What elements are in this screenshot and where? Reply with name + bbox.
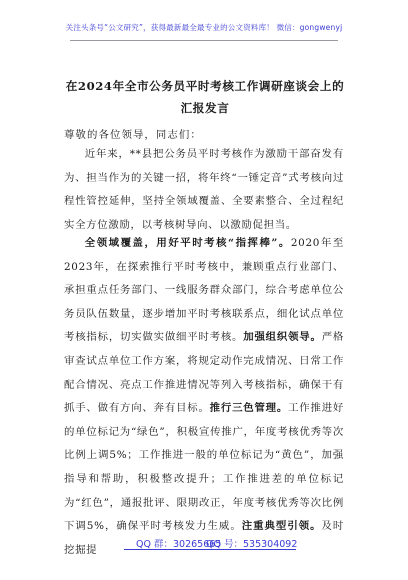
- footer-qq-number: QQ 号：535304092: [206, 539, 298, 550]
- paragraph-text: 2020年至2023年，在探索推行平时考核中，兼顾重点行业部门、承担重点任务部门、一线服务群众部门，综合考虑单位公务员队伍数量，逐步增加平时考核联系点，细化试点单位考核指标，切实做实做细平时考核。: [64, 237, 344, 344]
- heading-role-models: 注重典型引领。: [241, 520, 322, 533]
- paragraph-text: 及时挖掘提: [64, 520, 345, 556]
- document-title: 在2024年全市公务员平时考核工作调研座谈会上的汇报发言: [65, 79, 345, 115]
- salutation: 尊敬的各位领导，同志们：: [64, 129, 202, 141]
- header-banner: 关注头条号“公文研究”，获得最新最全最专业的公文资料库！ 微信：gongwenyj: [65, 23, 343, 32]
- heading-leadership: 加强组织领导。: [243, 331, 322, 344]
- paragraph-coverage: [64, 232, 344, 562]
- paragraph-text: 严格审查试点单位工作方案，将规定动作完成情况、日常工作配合情况、亮点工作推进情况等列入考核指标，确保干有抓手、做有方向、奔有目标。: [64, 331, 344, 415]
- heading-full-coverage: 全领域覆盖，用好平时考核“指挥棒”。: [84, 237, 291, 249]
- paragraph-text: 工作推进好的单位标记为“绿色”，积极宣传推广，年度考核优秀等次比例上调5%；工作推进一般的单位标记为“黄色”，加强指导和帮助，积极整改提升；工作推进差的单位标记为“红色”，通报批评、限期改正，年度考核优秀等次比例下调5%，确保平时考核发力生威。: [64, 402, 344, 533]
- header-divider: [70, 40, 338, 41]
- heading-three-color: 推行三色管理。: [209, 402, 289, 415]
- footer-qq-group: QQ 群：30265665: [136, 539, 222, 550]
- footer-underline: [124, 549, 296, 550]
- paragraph-intro: 近年来，**县把公务员平时考核作为激励干部奋发有为、担当作为的关键一招，将年终“一锤定音”式考核向过程性管控延伸，坚持全领域覆盖、全要素整合、全过程纪实全方位激励，以考核树导向、以激励促担当。: [64, 148, 344, 231]
